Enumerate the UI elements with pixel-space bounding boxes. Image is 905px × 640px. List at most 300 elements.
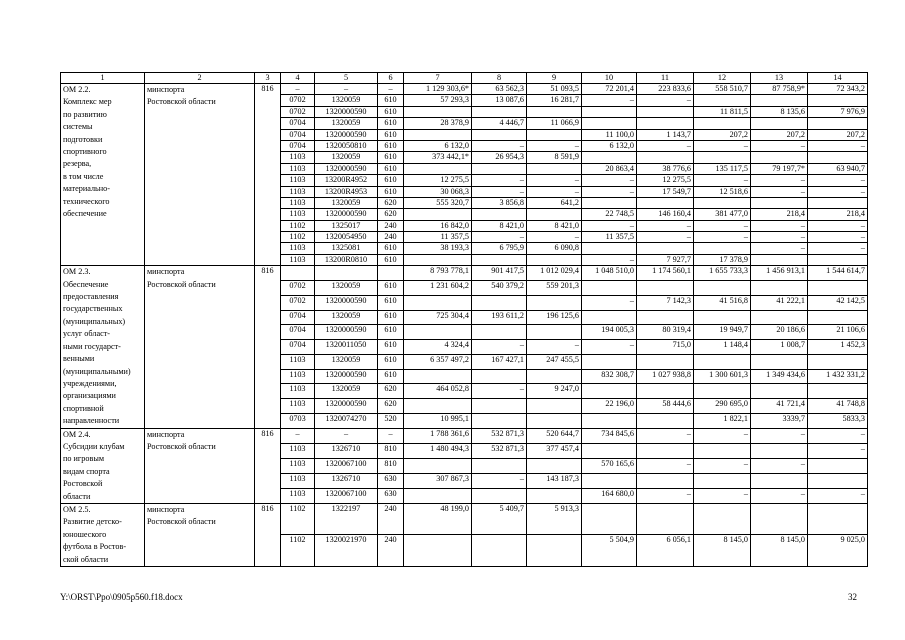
table-cell: 532 871,3 (472, 443, 527, 458)
table-cell: 13200R4952 (315, 175, 378, 186)
table-cell: – (527, 175, 582, 186)
table-cell: – (808, 428, 868, 443)
table-cell (751, 443, 808, 458)
measure-title-line: Ростовской (63, 479, 103, 489)
measure-title-line: учреждениями, (63, 378, 117, 388)
measure-title-line: обеспечение (63, 209, 107, 219)
table-cell: 290 695,0 (694, 399, 751, 414)
table-cell (582, 118, 637, 129)
table-cell: 42 142,5 (808, 295, 868, 310)
table-cell (404, 129, 472, 140)
table-cell: 1320059 (315, 354, 378, 369)
table-cell: 1103 (281, 209, 315, 220)
table-cell (751, 503, 808, 535)
table-cell: 143 187,3 (527, 473, 582, 488)
table-cell: 1320067100 (315, 458, 378, 473)
table-cell (808, 95, 868, 106)
table-cell (694, 503, 751, 535)
table-cell: 17 378,9 (694, 254, 751, 265)
table-cell: 30 068,3 (404, 186, 472, 197)
table-cell: – (472, 384, 527, 399)
table-cell (637, 310, 694, 325)
table-cell (694, 95, 751, 106)
table-cell (582, 384, 637, 399)
table-cell: 1 788 361,6 (404, 428, 472, 443)
measure-title-line: ОМ 2.3. (63, 267, 91, 277)
executor-line: Ростовской области (147, 517, 216, 527)
table-cell: 1 300 601,3 (694, 369, 751, 384)
table-cell: 13 087,6 (472, 95, 527, 106)
table-cell: 1320000590 (315, 163, 378, 174)
table-cell: – (637, 458, 694, 473)
table-cell: 1103 (281, 197, 315, 208)
table-cell: 12 518,6 (694, 186, 751, 197)
table-cell (582, 310, 637, 325)
table-cell: 1320059 (315, 384, 378, 399)
table-cell (808, 197, 868, 208)
table-cell: 1 231 604,2 (404, 281, 472, 296)
executor-line: Ростовской области (147, 279, 216, 289)
table-cell: 41 516,8 (694, 295, 751, 310)
table-cell (472, 254, 527, 265)
table-cell: 1320059 (315, 118, 378, 129)
table-cell (808, 503, 868, 535)
table-cell (751, 95, 808, 106)
table-cell: 1325081 (315, 243, 378, 254)
table-cell: 610 (378, 140, 404, 151)
table-cell: 1103 (281, 488, 315, 503)
table-cell (527, 325, 582, 340)
table-cell: 1320067100 (315, 488, 378, 503)
table-cell (582, 106, 637, 117)
header-cell: 1 (61, 73, 145, 84)
table-cell: – (527, 340, 582, 355)
table-cell (404, 209, 472, 220)
table-cell (637, 473, 694, 488)
table-cell (582, 473, 637, 488)
table-cell (472, 129, 527, 140)
table-cell: 377 457,4 (527, 443, 582, 458)
table-cell: – (315, 84, 378, 95)
measure-title-cell (61, 428, 145, 503)
table-cell: 1 349 434,6 (751, 369, 808, 384)
table-cell: 12 275,5 (404, 175, 472, 186)
table-cell: – (808, 186, 868, 197)
table-cell: – (751, 428, 808, 443)
table-cell (472, 535, 527, 567)
measure-title-line: ными государст- (63, 341, 121, 351)
header-cell: 13 (751, 73, 808, 84)
table-cell: – (582, 175, 637, 186)
table-cell (472, 458, 527, 473)
table-cell: 1103 (281, 163, 315, 174)
table-cell: 1 008,7 (751, 340, 808, 355)
table-cell: 0704 (281, 129, 315, 140)
table-cell: 1320011050 (315, 340, 378, 355)
table-cell: 1 544 614,7 (808, 266, 868, 281)
table-cell: – (808, 140, 868, 151)
table-cell: 6 056,1 (637, 535, 694, 567)
executor-line: минспорта (147, 85, 185, 94)
table-cell (527, 254, 582, 265)
table-cell: 16 281,7 (527, 95, 582, 106)
table-cell: – (527, 232, 582, 243)
table-cell (472, 295, 527, 310)
table-cell: – (582, 254, 637, 265)
table-cell (404, 325, 472, 340)
measure-title-line: видам спорта (63, 466, 110, 476)
table-cell: – (582, 340, 637, 355)
table-cell: 218,4 (751, 209, 808, 220)
table-cell: 1 655 733,3 (694, 266, 751, 281)
header-cell: 10 (582, 73, 637, 84)
table-cell: 38 776,6 (637, 163, 694, 174)
table-cell: 610 (378, 186, 404, 197)
table-cell: 1103 (281, 458, 315, 473)
table-cell: – (751, 140, 808, 151)
table-cell: 610 (378, 325, 404, 340)
header-cell: 7 (404, 73, 472, 84)
table-cell (751, 254, 808, 265)
table-cell: – (751, 220, 808, 231)
table-cell: 1 174 560,1 (637, 266, 694, 281)
table-cell: 610 (378, 95, 404, 106)
table-cell: 20 863,4 (582, 163, 637, 174)
table-cell: 8 591,9 (527, 152, 582, 163)
table-cell (527, 413, 582, 428)
table-cell: – (281, 84, 315, 95)
table-cell: 610 (378, 340, 404, 355)
table-cell: 610 (378, 175, 404, 186)
table-cell: 1320059 (315, 197, 378, 208)
table-cell (694, 243, 751, 254)
table-cell (378, 266, 404, 281)
table-cell: 87 758,9* (751, 84, 808, 95)
table-cell: – (751, 243, 808, 254)
table-row (61, 84, 868, 95)
table-cell: – (751, 488, 808, 503)
measure-title-line: Комплекс мер (63, 97, 112, 107)
table-cell: – (808, 175, 868, 186)
table-cell: 8 421,0 (527, 220, 582, 231)
measure-title-line: спортивной (63, 403, 104, 413)
table-cell: 1 456 913,1 (751, 266, 808, 281)
table-cell: 0704 (281, 325, 315, 340)
table-cell (404, 535, 472, 567)
table-cell: – (751, 458, 808, 473)
measure-title-line: (муниципальных) (63, 316, 126, 326)
table-cell: 610 (378, 369, 404, 384)
table-cell: 7 976,9 (808, 106, 868, 117)
table-cell (751, 281, 808, 296)
table-cell: 1 822,1 (694, 413, 751, 428)
measure-title-line: ОМ 2.2. (63, 85, 91, 94)
table-cell: 41 222,1 (751, 295, 808, 310)
table-cell (472, 369, 527, 384)
table-cell: – (694, 232, 751, 243)
measure-title-line: системы (63, 122, 93, 132)
table-cell: 1103 (281, 473, 315, 488)
measure-title-line: венными (63, 354, 95, 364)
table-cell: 207,2 (694, 129, 751, 140)
table-cell: – (315, 428, 378, 443)
table-cell: 1320000590 (315, 295, 378, 310)
table-cell: 832 308,7 (582, 369, 637, 384)
table-cell (472, 488, 527, 503)
table-cell: 51 093,5 (527, 84, 582, 95)
table-cell (527, 535, 582, 567)
table-cell (808, 354, 868, 369)
executor-cell (145, 266, 255, 428)
table-cell (472, 399, 527, 414)
table-cell: – (472, 232, 527, 243)
table-cell (808, 384, 868, 399)
measure-title-line: области (63, 491, 91, 501)
table-cell: – (694, 220, 751, 231)
measure-title-line: предоставления (63, 292, 119, 302)
table-cell: 1320050810 (315, 140, 378, 151)
table-cell: 307 867,3 (404, 473, 472, 488)
table-cell: 381 477,0 (694, 209, 751, 220)
table-cell: 570 165,6 (582, 458, 637, 473)
table-cell: 19 949,7 (694, 325, 751, 340)
table-cell: – (472, 175, 527, 186)
table-cell: 207,2 (808, 129, 868, 140)
table-cell: 5 913,3 (527, 503, 582, 535)
executor-line: Ростовской области (147, 97, 216, 107)
table-cell (637, 281, 694, 296)
grbs-code-cell: 816 (255, 503, 281, 566)
table-cell (404, 369, 472, 384)
table-cell: 1102 (281, 503, 315, 535)
table-cell (808, 152, 868, 163)
table-cell: 8 793 778,1 (404, 266, 472, 281)
table-cell: 610 (378, 310, 404, 325)
table-cell: 0704 (281, 340, 315, 355)
executor-cell (145, 84, 255, 266)
measure-title-line: по развитию (63, 109, 107, 119)
table-cell: 48 199,0 (404, 503, 472, 535)
table-cell: 1320054950 (315, 232, 378, 243)
table-cell (694, 384, 751, 399)
measure-title-line: Обеспечение (63, 279, 109, 289)
table-cell: 0702 (281, 95, 315, 106)
table-cell (527, 369, 582, 384)
table-cell: 164 680,0 (582, 488, 637, 503)
table-cell: – (694, 140, 751, 151)
table-cell: – (694, 175, 751, 186)
table-cell: 630 (378, 473, 404, 488)
table-cell (751, 310, 808, 325)
table-cell: 20 186,6 (751, 325, 808, 340)
measure-title-line: услуг област- (63, 329, 111, 339)
measure-title-line: подготовки (63, 134, 103, 144)
table-cell: – (694, 488, 751, 503)
table-cell (582, 413, 637, 428)
table-cell (637, 243, 694, 254)
table-cell: 1320074270 (315, 413, 378, 428)
table-cell: 1322197 (315, 503, 378, 535)
table-cell: 1 048 510,0 (582, 266, 637, 281)
table-cell: 8 135,6 (751, 106, 808, 117)
measure-title-line: (муниципальными) (63, 366, 131, 376)
table-cell: – (637, 428, 694, 443)
table-cell: 520 (378, 413, 404, 428)
table-cell (808, 254, 868, 265)
measure-title-line: по игровым (63, 454, 104, 464)
table-cell (582, 503, 637, 535)
table-cell: 725 304,4 (404, 310, 472, 325)
table-cell: 520 644,7 (527, 428, 582, 443)
table-cell: 240 (378, 535, 404, 567)
table-cell (472, 413, 527, 428)
table-cell: – (527, 140, 582, 151)
table-cell: 6 795,9 (472, 243, 527, 254)
table-row (61, 503, 868, 535)
table-cell: 1320059 (315, 310, 378, 325)
table-cell: 1 432 331,2 (808, 369, 868, 384)
table-cell: – (751, 175, 808, 186)
table-cell (527, 106, 582, 117)
table-cell (751, 384, 808, 399)
grbs-code-cell: 816 (255, 266, 281, 428)
table-cell (694, 281, 751, 296)
table-cell: 0704 (281, 118, 315, 129)
table-cell: 715,0 (637, 340, 694, 355)
table-cell: 641,2 (527, 197, 582, 208)
measure-title-line: ОМ 2.4. (63, 429, 91, 439)
table-cell: 58 444,6 (637, 399, 694, 414)
table-cell (694, 310, 751, 325)
table-cell: 41 721,4 (751, 399, 808, 414)
table-cell (527, 295, 582, 310)
table-cell: 8 421,0 (472, 220, 527, 231)
table-cell: 72 343,2 (808, 84, 868, 95)
table-cell: 1103 (281, 254, 315, 265)
table-cell (527, 209, 582, 220)
table-cell: 38 193,3 (404, 243, 472, 254)
table-cell: 610 (378, 129, 404, 140)
table-cell: 9 025,0 (808, 535, 868, 567)
table-cell (582, 243, 637, 254)
header-cell: 4 (281, 73, 315, 84)
table-cell: 810 (378, 443, 404, 458)
table-cell (808, 118, 868, 129)
measure-title-line: организациями (63, 391, 116, 401)
table-cell: – (808, 443, 868, 458)
table-cell: – (637, 488, 694, 503)
table-cell: 1320000590 (315, 106, 378, 117)
table-cell: 1326710 (315, 473, 378, 488)
table-cell: 146 160,4 (637, 209, 694, 220)
table-cell: 5 504,9 (582, 535, 637, 567)
table-cell: 6 357 497,2 (404, 354, 472, 369)
table-cell: – (378, 428, 404, 443)
table-cell: 555 320,7 (404, 197, 472, 208)
table-cell (472, 106, 527, 117)
grbs-code-cell: 816 (255, 84, 281, 266)
table-cell: 0704 (281, 140, 315, 151)
measure-title-line: юношеского (63, 529, 107, 539)
table-cell (315, 266, 378, 281)
measure-title-line: направленности (63, 416, 120, 426)
table-cell: 1103 (281, 186, 315, 197)
table-cell (582, 197, 637, 208)
table-cell (404, 106, 472, 117)
table-body (61, 73, 868, 567)
table-cell: 532 871,3 (472, 428, 527, 443)
measure-title-line: ОМ 2.5. (63, 504, 91, 514)
table-cell: 1320000590 (315, 325, 378, 340)
table-cell: 1103 (281, 243, 315, 254)
table-cell (751, 473, 808, 488)
table-cell (637, 197, 694, 208)
table-cell: 21 106,6 (808, 325, 868, 340)
table-cell: 610 (378, 163, 404, 174)
measure-title-line: государственных (63, 304, 123, 314)
table-cell: 1320059 (315, 95, 378, 106)
header-cell: 5 (315, 73, 378, 84)
table-cell: 5833,3 (808, 413, 868, 428)
header-cell: 9 (527, 73, 582, 84)
table-cell: – (472, 340, 527, 355)
table-cell: – (751, 232, 808, 243)
table-cell (808, 458, 868, 473)
measure-title-line: спортивного (63, 147, 107, 157)
table-cell (637, 443, 694, 458)
table-cell: 559 201,3 (527, 281, 582, 296)
table-cell (694, 443, 751, 458)
table-cell (404, 488, 472, 503)
table-cell: 16 842,0 (404, 220, 472, 231)
table-cell (281, 266, 315, 281)
table-cell (582, 152, 637, 163)
executor-cell (145, 503, 255, 566)
table-cell: 9 247,0 (527, 384, 582, 399)
table-cell (637, 384, 694, 399)
header-cell: 6 (378, 73, 404, 84)
table-cell: 8 145,0 (751, 535, 808, 567)
measure-title-line: технического (63, 196, 110, 206)
table-cell (751, 118, 808, 129)
table-cell: 13200R0810 (315, 254, 378, 265)
executor-line: минспорта (147, 504, 185, 514)
header-cell: 2 (145, 73, 255, 84)
table-cell: 1 143,7 (637, 129, 694, 140)
measure-title-cell (61, 503, 145, 566)
table-cell: – (527, 186, 582, 197)
table-cell: 240 (378, 220, 404, 231)
footer-file-path: Y:\ORST\Ppo\0905p560.f18.docx (60, 592, 183, 602)
table-cell: 610 (378, 243, 404, 254)
budget-table (60, 72, 868, 567)
table-cell (808, 281, 868, 296)
table-cell (694, 197, 751, 208)
measure-title-line: материально- (63, 184, 110, 194)
table-cell: 610 (378, 295, 404, 310)
table-cell (582, 354, 637, 369)
executor-cell (145, 428, 255, 503)
table-cell (472, 163, 527, 174)
table-cell: 1326710 (315, 443, 378, 458)
table-row (61, 266, 868, 281)
table-cell: 1103 (281, 369, 315, 384)
table-cell: 540 379,2 (472, 281, 527, 296)
table-cell: 22 196,0 (582, 399, 637, 414)
table-cell: 11 100,0 (582, 129, 637, 140)
table-cell (694, 473, 751, 488)
table-cell: 3 856,8 (472, 197, 527, 208)
